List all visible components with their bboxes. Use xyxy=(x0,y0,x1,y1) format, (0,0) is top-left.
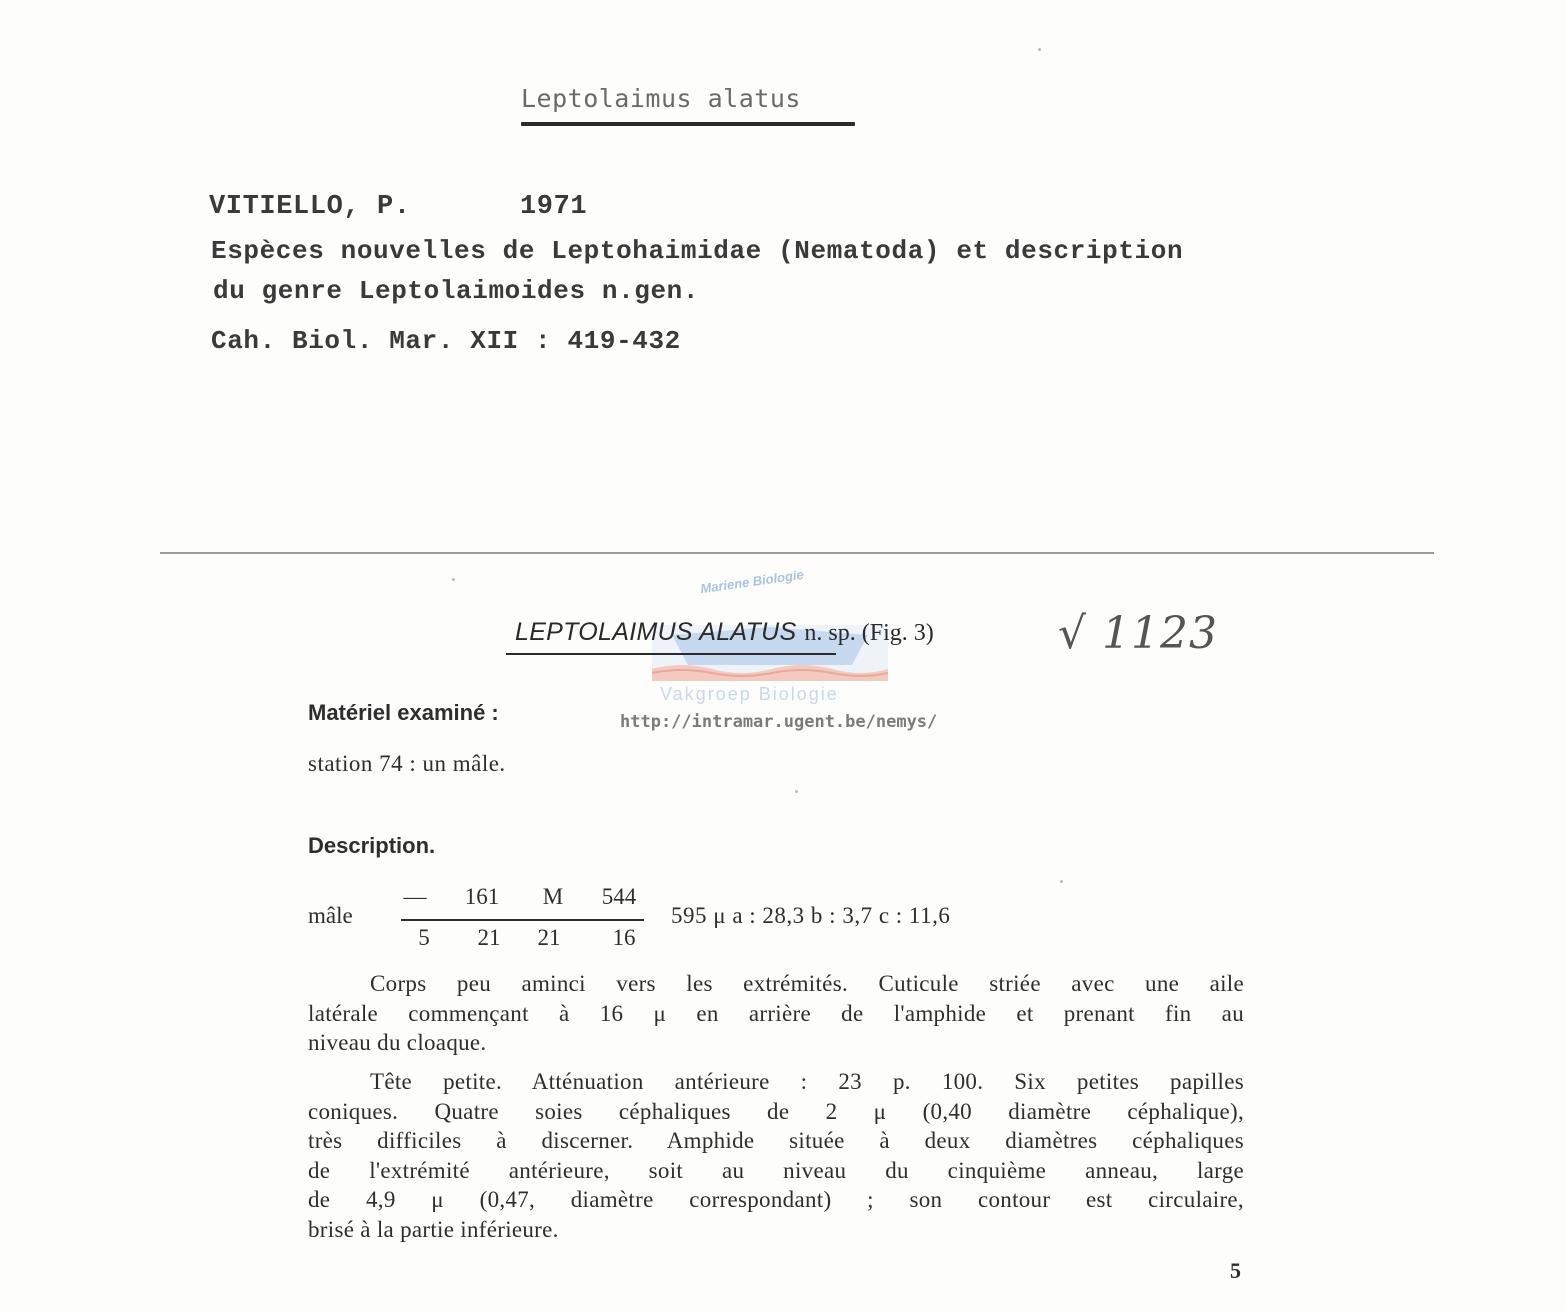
species-header xyxy=(515,618,934,647)
text-line: niveau du cloaque. xyxy=(308,1030,487,1055)
formula-top-cell: 544 xyxy=(601,884,637,909)
card-title: Leptolaimus alatus xyxy=(521,84,801,113)
citation-title-line-2: du genre Leptolaimoides n.gen. xyxy=(213,276,700,306)
page-number: 5 xyxy=(1230,1258,1241,1283)
text-line: Tête petite. Atténuation antérieure : 23 p. 100. Six petites papilles xyxy=(370,1069,1244,1094)
formula-top-cell: M xyxy=(542,884,564,909)
text-line: brisé à la partie inférieure. xyxy=(308,1216,559,1242)
species-suffix: n. sp. (Fig. 3) xyxy=(804,620,934,646)
scan-speck xyxy=(1038,48,1041,51)
scan-speck xyxy=(1060,880,1063,883)
species-underline xyxy=(506,653,836,655)
formula-fraction-line xyxy=(401,919,644,921)
watermark-url: http://intramar.ugent.be/nemys/ xyxy=(620,712,938,732)
watermark-group-text: Vakgroep Biologie xyxy=(660,684,839,704)
heading-description: Description. xyxy=(308,833,436,858)
scan-speck xyxy=(452,578,455,581)
text-line: Corps peu aminci vers les extrémités. Cuticule striée avec une aile xyxy=(370,971,1244,996)
formula-top-cell: 161 xyxy=(464,884,500,909)
citation-author: VITIELLO, P. xyxy=(209,192,411,222)
formula-top-cell: — xyxy=(403,884,427,909)
text-line: de l'extrémité antérieure, soit au niveau du cinquième anneau, large xyxy=(308,1157,1244,1183)
heading-materiel: Matériel examiné : xyxy=(308,700,499,725)
species-name: LEPTOLAIMUS ALATUS xyxy=(515,618,797,646)
card-title-underline xyxy=(521,122,855,126)
paragraph-head-description xyxy=(308,1067,1244,1244)
handwritten-note: √ 1123 xyxy=(1058,608,1218,659)
text-line: latérale commençant à 16 μ en arrière de l'amphide et prenant fin au xyxy=(308,1000,1244,1026)
formula-bottom-cell: 16 xyxy=(612,925,636,950)
formula-bottom-cell: 5 xyxy=(418,925,430,950)
paragraph-body-description xyxy=(308,969,1244,1058)
text-line: très difficiles à discerner. Amphide située à deux diamètres céphaliques xyxy=(308,1128,1244,1153)
text-line: de 4,9 μ (0,47, diamètre correspondant) ; son contour est circulaire, xyxy=(308,1187,1244,1212)
watermark-arc-text: Mariene Biologie xyxy=(699,566,805,597)
citation-journal: Cah. Biol. Mar. XII : 419-432 xyxy=(211,326,681,356)
formula-bottom-cell: 21 xyxy=(477,925,501,950)
section-separator xyxy=(160,552,1434,554)
citation-year: 1971 xyxy=(520,192,588,222)
citation-title-line-1: Espèces nouvelles de Leptohaimidae (Nematoda) et description xyxy=(211,236,1184,266)
text-line: coniques. Quatre soies céphaliques de 2 μ (0,40 diamètre céphalique), xyxy=(308,1098,1244,1124)
scan-speck xyxy=(795,790,798,793)
formula-bottom-cell: 21 xyxy=(537,925,561,950)
formula-label: mâle xyxy=(308,903,353,928)
formula-ratios: 595 μ a : 28,3 b : 3,7 c : 11,6 xyxy=(671,903,951,928)
station-text: station 74 : un mâle. xyxy=(308,751,506,776)
